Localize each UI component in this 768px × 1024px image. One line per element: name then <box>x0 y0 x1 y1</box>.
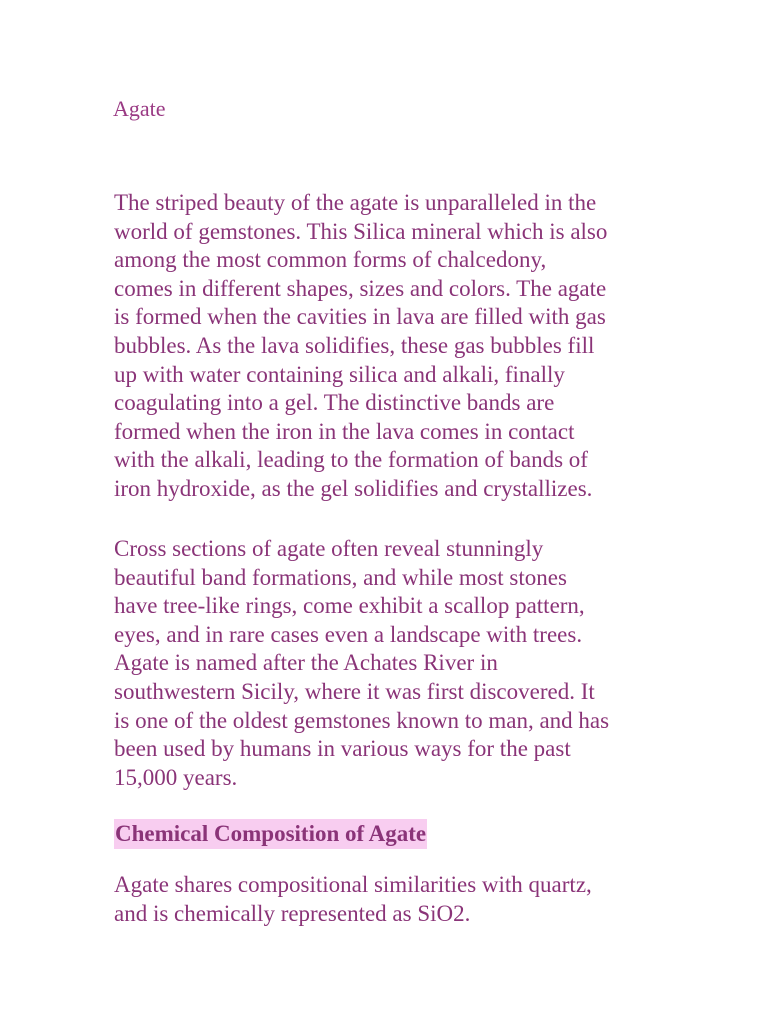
paragraph-line: The striped beauty of the agate is unparalleled in the <box>114 190 597 215</box>
paragraph-line: with the alkali, leading to the formation of bands of <box>114 447 588 473</box>
paragraph-line: Cross sections of agate often reveal stunningly <box>114 536 544 561</box>
paragraph-line: comes in different shapes, sizes and colors. The agate <box>114 275 607 301</box>
paragraph-line: coagulating into a gel. The distinctive bands are <box>114 390 555 416</box>
paragraph-line: is one of the oldest gemstones known to man, and has <box>114 707 610 733</box>
paragraph-line: bubbles. As the lava solidifies, these gas bubbles fill <box>114 332 595 358</box>
paragraph-line: eyes, and in rare cases even a landscape with trees. <box>114 621 583 647</box>
paragraph-line: beautiful band formations, and while most stones <box>114 564 567 590</box>
paragraph-line: southwestern Sicily, where it was first discovered. It <box>114 678 595 704</box>
paragraph-line: formed when the iron in the lava comes in contact <box>114 418 575 444</box>
paragraph-line: been used by humans in various ways for the past <box>114 736 571 762</box>
paragraph-intro <box>114 189 754 504</box>
paragraph-line: have tree-like rings, come exhibit a scallop pattern, <box>114 593 585 619</box>
paragraph-history <box>114 535 754 792</box>
paragraph-line: and is chemically represented as SiO2. <box>114 900 471 926</box>
paragraph-chemical <box>114 871 754 928</box>
page-title: Agate <box>113 96 166 121</box>
paragraph-line: 15,000 years. <box>114 764 238 790</box>
paragraph-line: among the most common forms of chalcedony, <box>114 247 547 273</box>
paragraph-line: is formed when the cavities in lava are filled with gas <box>114 304 606 330</box>
paragraph-line: Agate shares compositional similarities with quartz, <box>114 872 592 897</box>
section-heading: Chemical Composition of Agate <box>114 819 427 849</box>
paragraph-line: Agate is named after the Achates River in <box>114 650 498 676</box>
paragraph-line: iron hydroxide, as the gel solidifies and crystallizes. <box>114 475 593 501</box>
paragraph-line: up with water containing silica and alkali, finally <box>114 361 565 387</box>
paragraph-line: world of gemstones. This Silica mineral which is also <box>114 218 608 244</box>
